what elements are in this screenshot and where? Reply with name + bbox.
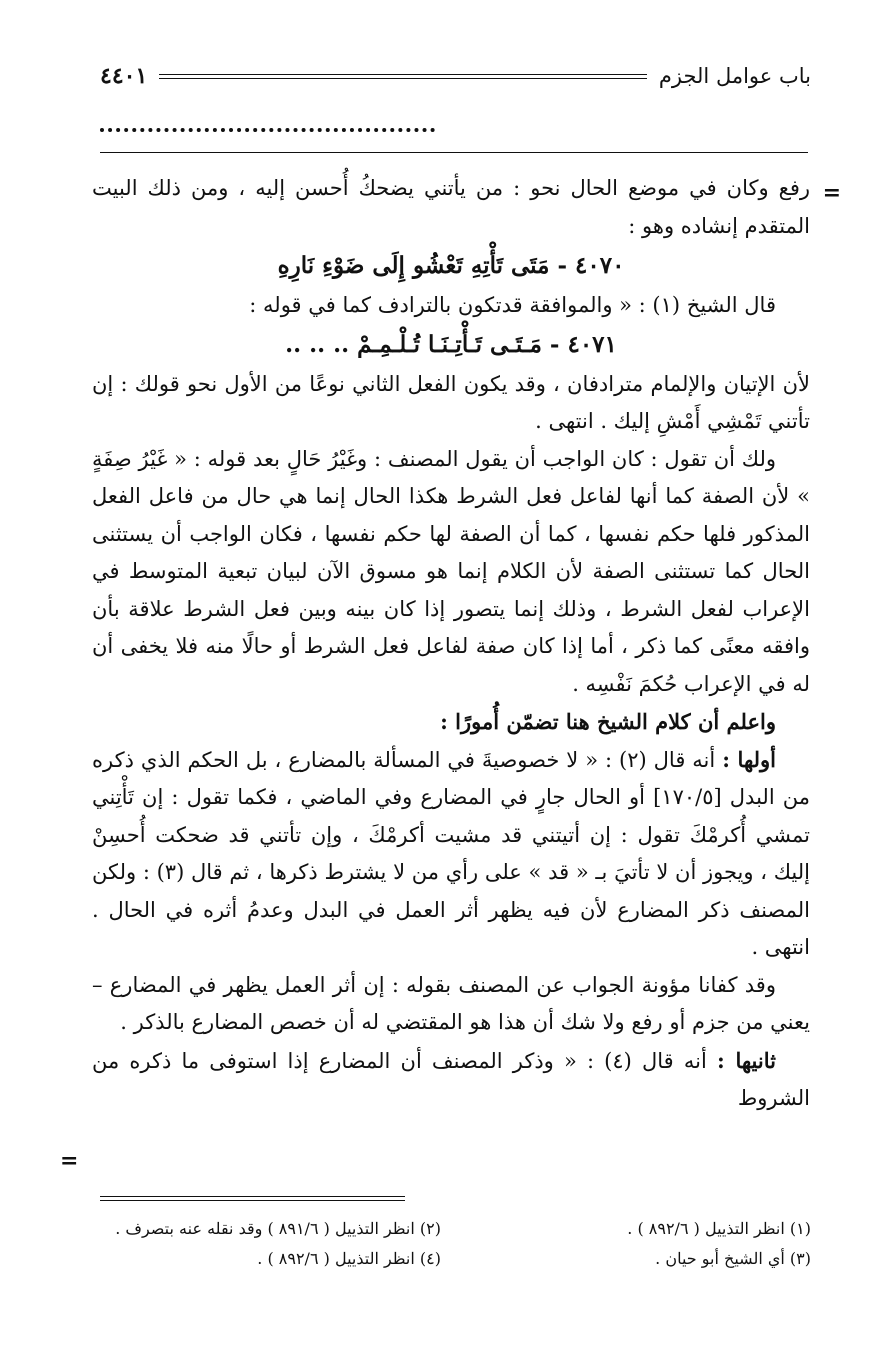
verse-number: ٤٠٧٠ - — [557, 252, 625, 279]
paragraph-lead: أولها : — [722, 746, 776, 772]
paragraph-text: أنه قال (٤) : « وذكر المصنف أن المضارع إذا استوفى ما ذكره من الشروط — [92, 1048, 810, 1110]
dotted-separator — [100, 128, 435, 132]
header-separator — [100, 152, 808, 153]
footnote: (١) انظر التذييل ( ٨٩٢/٦ ) . — [627, 1219, 811, 1238]
verse-text: مَتَى تَأْتِهِ تَعْشُو إِلَى ضَوْءِ نَارِهِ — [277, 252, 550, 279]
chapter-title: باب عوامل الجزم — [658, 64, 811, 88]
footnote: (٤) انظر التذييل ( ٨٩٢/٦ ) . — [257, 1249, 441, 1268]
paragraph — [92, 1042, 810, 1118]
footnote-rule — [100, 1196, 405, 1201]
verse-line — [92, 247, 810, 285]
continuation-mark-top: = — [822, 180, 841, 206]
page-number: ٤٤٠١ — [100, 63, 148, 89]
footnote: (٣) أي الشيخ أبو حيان . — [655, 1249, 811, 1268]
paragraph — [92, 741, 810, 967]
footnote: (٢) انظر التذييل ( ٨٩١/٦ ) وقد نقله عنه بتصرف . — [115, 1219, 441, 1238]
paragraph: رفع وكان في موضع الحال نحو : من يأتني يضحكُ أُحسن إليه ، ومن ذلك البيت المتقدم إنشاده وهو : — [92, 176, 810, 238]
verse-line — [92, 326, 810, 364]
section-heading: واعلم أن كلام الشيخ هنا تضمّن أُمورًا : — [440, 709, 776, 734]
verse-number: ٤٠٧١ - — [549, 331, 617, 358]
paragraph-lead: ثانيها : — [716, 1047, 776, 1073]
header-rule — [159, 74, 647, 79]
main-text — [92, 170, 810, 1118]
paragraph: قال الشيخ (١) : « والموافقة قدتكون بالترادف كما في قوله : — [249, 292, 776, 317]
paragraph-text: أنه قال (٢) : « لا خصوصيةَ في المسألة بالمضارع ، بل الحكم الذي ذكره من البدل [١٧٠/٥] أو الحال جارٍ في المضارع وفي الماضي ، فكما تقول : إن تَأْتِني تمشي أُكرمْكَ تقول : إن أتيتني قد مشيت أكرمْكَ ، وإن تأتني قد ضحكت أُحسِنْ إليك ، ويجوز أن لا تأتيَ بـ « قد » على رأي من لا يشترط ذكرها ، ثم قال (٣) : ولكن المصنف ذكر المضارع لأن فيه يظهر أثر العمل في البدل وعدمُ أثره في الحال . انتهى . — [92, 747, 810, 959]
footnotes — [70, 1214, 811, 1274]
paragraph: ولك أن تقول : كان الواجب أن يقول المصنف : وغَيْرُ حَالٍ بعد قوله : « غَيْرُ صِفَةٍ » لأن الصفة كما أنها لفاعل فعل الشرط هكذا الحال إنما هي حال من فاعل الفعل المذكور فلها حكم نفسها ، كما أن الصفة لها حكم نفسها ، فكان الواجب أن يستثنى الحال كما تستثنى الصفة لأن الكلام إنما هو مسوق الآن لبيان تبعية المتوسط في الإعراب لفعل الشرط ، وذلك إنما يتصور إذا كان بينه وبين فعل الشرط علاقة بأن وافقه معنًى كما ذكر ، أما إذا كان صفة لفاعل فعل الشرط أو حالًا منه فلا يخفى أن له في الإعراب حُكمَ نَفْسِه . — [92, 446, 810, 696]
continuation-mark-bottom: = — [60, 1148, 79, 1174]
paragraph: لأن الإتيان والإلمام مترادفان ، وقد يكون الفعل الثاني نوعًا من الأول نحو قولك : إن تأتني تَمْشِي أَمْشِ إليك . انتهى . — [92, 371, 810, 433]
page-header — [100, 56, 811, 96]
paragraph: وقد كفانا مؤونة الجواب عن المصنف بقوله : إن أثر العمل يظهر في المضارع – يعني من جزم أو رفع ولا شك أن هذا هو المقتضي له أن خصص المضارع بالذكر . — [92, 972, 810, 1034]
verse-text: مَـتَـى تَـأْتِـنَـا تُـلْـمِـمْ .. .. .. — [285, 331, 542, 358]
